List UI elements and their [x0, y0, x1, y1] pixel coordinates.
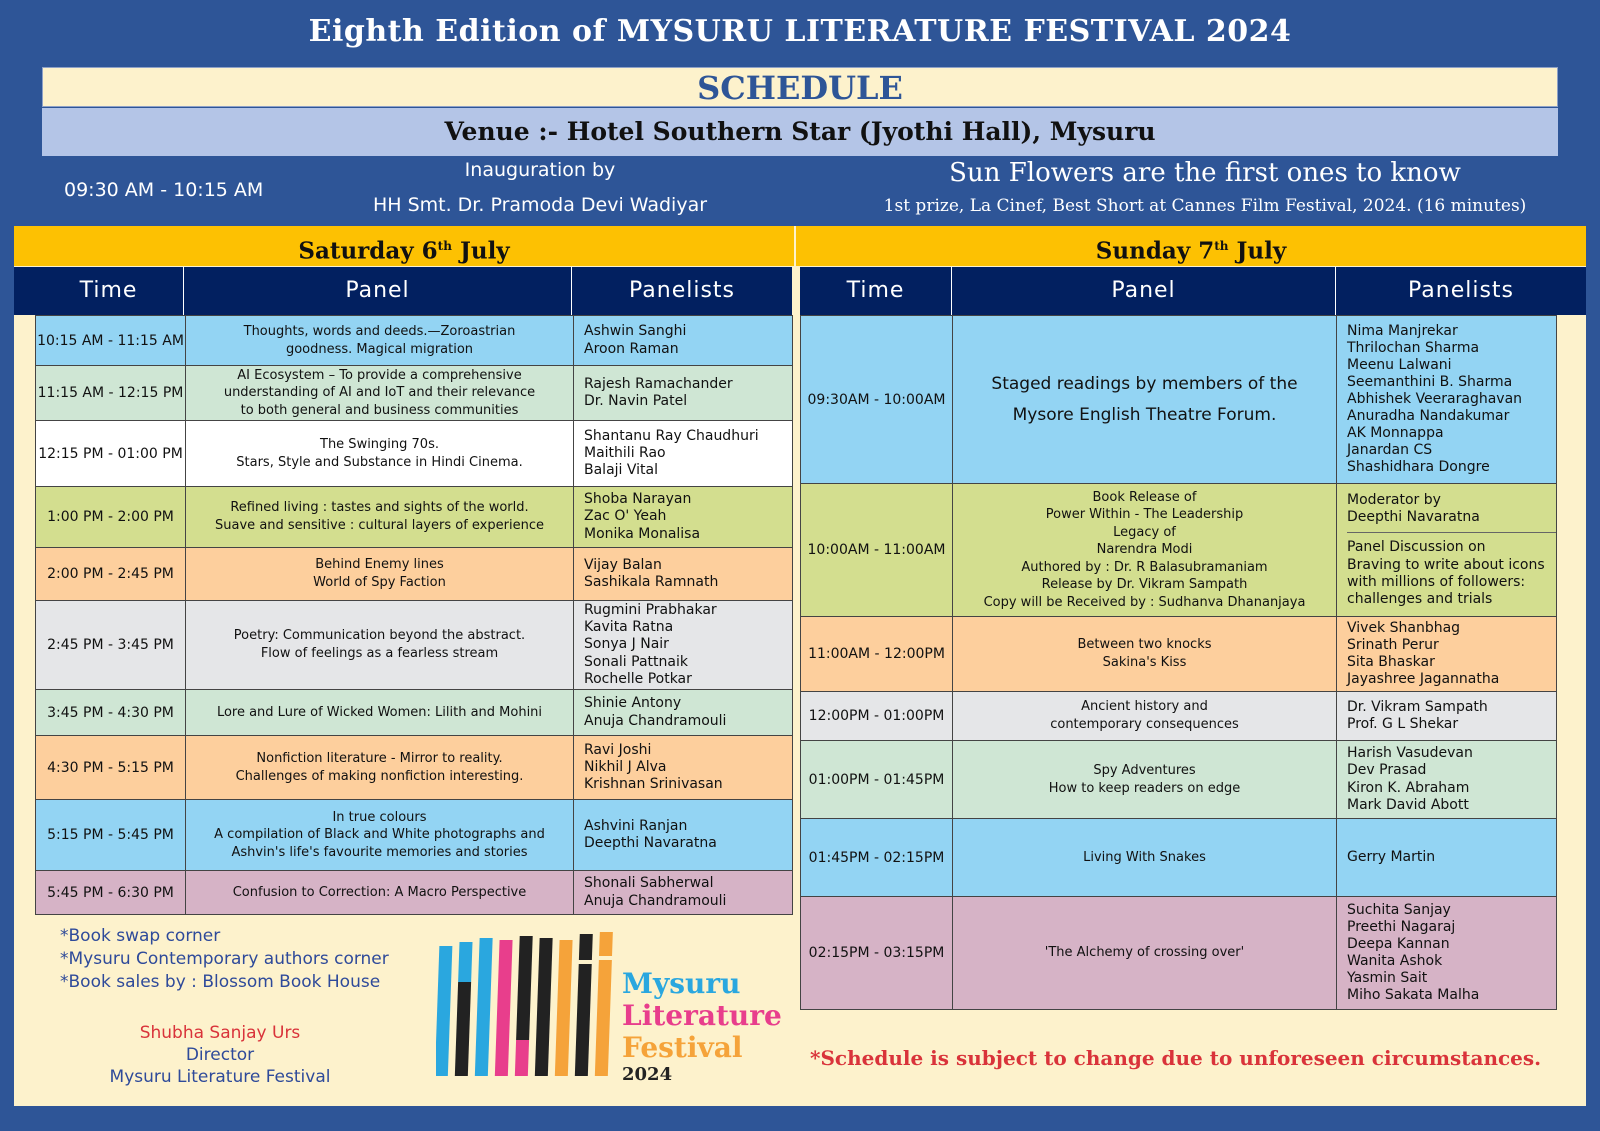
panel-line: How to keep readers on edge [1048, 780, 1241, 796]
panelist-name: Shantanu Ray Chaudhuri [584, 427, 759, 444]
session-panelists [574, 316, 793, 366]
panel-line: Poetry: Communication beyond the abstract. [233, 628, 526, 644]
panelist-name: Shoba Narayan [584, 491, 692, 508]
panelist-name: Anuja Chandramouli [584, 712, 727, 729]
note-book-swap: *Book swap corner [60, 926, 221, 946]
panelist-name: AK Monnappa [1347, 425, 1444, 442]
session-time: 5:45 PM - 6:30 PM [36, 871, 186, 915]
panel-line: contemporary consequences [1050, 717, 1239, 732]
panelist-name: Wanita Ashok [1347, 953, 1443, 969]
panelist-name: Shonali Sabherwal [584, 875, 714, 892]
panel-line: goodness. Magical migration [285, 341, 474, 357]
panel-line: Behind Enemy lines [315, 557, 444, 573]
session-panelists [1337, 741, 1557, 819]
panelist-name: Zac O' Yeah [584, 508, 667, 525]
session-panelists [574, 601, 793, 690]
saturday-session-row [36, 690, 793, 736]
session-panelists [574, 487, 793, 548]
sunday-label: Sunday 7 [1095, 237, 1215, 265]
panelist-name: Aroon Raman [584, 340, 679, 357]
sunday-panelists-header: Panelists [1407, 278, 1514, 303]
panel-line: understanding of AI and IoT and their relevance [223, 385, 536, 401]
panelist-name: Deepa Kannan [1347, 935, 1450, 952]
saturday-panel-header: Panel [184, 267, 572, 315]
panelist-name: Sashikala Ramnath [584, 574, 719, 590]
session-panelists [574, 548, 793, 601]
sunday-panel-header: Panel [952, 267, 1336, 315]
panel-line: Narendra Modi [1096, 542, 1193, 558]
logo-line-3: Festival [622, 1031, 743, 1064]
panelist-name: Preethi Nagaraj [1347, 918, 1456, 935]
panel-line: Between two knocks [1077, 637, 1212, 653]
panel-line: Flow of feelings as a fearless stream [260, 646, 499, 661]
panel-line: Copy will be Received by : Sudhanva Dhananjaya [983, 594, 1306, 610]
saturday-session-row [36, 316, 793, 366]
panelist-name: Maithili Rao [584, 444, 666, 461]
logo-year: 2024 [622, 1064, 673, 1085]
director-name: Shubha Sanjay Urs [139, 1023, 301, 1043]
session-time: 4:30 PM - 5:15 PM [36, 736, 186, 800]
panel-line: Lore and Lure of Wicked Women: Lilith and Mohini [216, 704, 543, 720]
panel-line: 'The Alchemy of crossing over' [1044, 945, 1245, 961]
panelist-name: Rajesh Ramachander [584, 375, 733, 392]
panelist-name: Shinie Antony [584, 695, 682, 712]
panel-line: In true colours [332, 809, 427, 825]
session-panel [186, 548, 574, 601]
session-panelists [1337, 484, 1557, 617]
panelist-name: Anuradha Nandakumar [1347, 408, 1510, 425]
panel-discussion-line: Braving to write about icons [1347, 556, 1545, 573]
saturday-session-row [36, 366, 793, 421]
sunday-session-row [801, 741, 1557, 819]
sunday-month: July [1228, 237, 1287, 265]
session-panelists [574, 421, 793, 487]
session-panel [186, 601, 574, 690]
session-panelists [1337, 819, 1557, 897]
sunday-heading [796, 226, 1586, 266]
session-panel [953, 484, 1337, 617]
session-time: 01:00PM - 01:45PM [801, 741, 953, 819]
panelist-name: Kavita Ratna [584, 619, 674, 636]
panelist-name: Shashidhara Dongre [1347, 459, 1490, 476]
panel-line: Spy Adventures [1093, 762, 1196, 778]
schedule-heading: SCHEDULE [42, 67, 1558, 107]
sunday-session-row [801, 897, 1557, 1010]
director-org: Mysuru Literature Festival [109, 1067, 331, 1087]
venue-banner: Venue :- Hotel Southern Star (Jyothi Hall), Mysuru [42, 108, 1558, 156]
session-panelists [574, 366, 793, 421]
session-time: 2:00 PM - 2:45 PM [36, 548, 186, 601]
saturday-column-header [14, 267, 792, 315]
panel-discussion-line: with millions of followers: [1347, 573, 1526, 590]
panel-line: Nonfiction literature - Mirror to reality. [256, 750, 503, 766]
panelist-name: Suchita Sanjay [1347, 901, 1451, 918]
panel-line: Ancient history and [1081, 699, 1208, 715]
logo-line-1: Mysuru [622, 967, 741, 1000]
panel-line: Legacy of [1113, 524, 1176, 540]
panelist-name: Srinath Perur [1347, 636, 1439, 653]
panelist-name: Balaji Vital [584, 462, 658, 479]
film-subtitle: 1st prize, La Cinef, Best Short at Cannes Film Festival, 2024. (16 minutes) [883, 196, 1527, 216]
session-time: 01:45PM - 02:15PM [801, 819, 953, 897]
session-time: 10:00AM - 11:00AM [801, 484, 953, 617]
session-panel [186, 487, 574, 548]
logo-line-2: Literature [622, 999, 782, 1032]
panelist-name: Sonali Pattnaik [584, 653, 688, 670]
panel-line: Stars, Style and Substance in Hindi Cinema. [236, 454, 523, 470]
panelist-name: Abhishek Veeraraghavan [1347, 390, 1523, 407]
panelist-name: Deepthi Navaratna [1347, 509, 1480, 526]
session-panel [186, 421, 574, 487]
director-signature [60, 1022, 380, 1088]
panel-line: Authored by : Dr. R Balasubramaniam [1021, 559, 1268, 575]
panelist-name: Ashvini Ranjan [584, 817, 688, 834]
saturday-heading [14, 226, 794, 266]
panelist-name: Deepthi Navaratna [584, 835, 717, 851]
panelist-name: Moderator by [1347, 492, 1441, 509]
panel-line: World of Spy Faction [313, 575, 446, 590]
sunday-session-row [801, 316, 1557, 484]
sunday-suffix: th [1214, 239, 1229, 253]
sunday-session-row [801, 617, 1557, 692]
inauguration-label: Inauguration by [464, 159, 616, 181]
session-panelists [574, 736, 793, 800]
panel-line: Sakina's Kiss [1102, 655, 1187, 670]
sunday-schedule-table [800, 315, 1557, 1010]
session-time: 3:45 PM - 4:30 PM [36, 690, 186, 736]
saturday-session-row [36, 601, 793, 690]
inauguration-guest: HH Smt. Dr. Pramoda Devi Wadiyar [372, 194, 708, 216]
sunday-column-header [800, 267, 1586, 315]
panel-line: Power Within - The Leadership [1045, 507, 1244, 523]
session-time: 11:00AM - 12:00PM [801, 617, 953, 692]
panelist-name: Ravi Joshi [584, 741, 652, 758]
panel-line: Ashvin's life's favourite memories and stories [231, 844, 528, 860]
schedule-disclaimer: *Schedule is subject to change due to unforeseen circumstances. [810, 1046, 1542, 1070]
session-panel [953, 819, 1337, 897]
panel-line: Challenges of making nonfiction interesting. [235, 768, 524, 784]
session-time: 11:15 AM - 12:15 PM [36, 366, 186, 421]
session-panel [186, 690, 574, 736]
panelist-name: Kiron K. Abraham [1347, 779, 1470, 796]
panelist-name: Harish Vasudevan [1347, 745, 1473, 762]
session-panelists [1337, 897, 1557, 1010]
panel-line: Thoughts, words and deeds.—Zoroastrian [243, 323, 516, 339]
session-panel [953, 316, 1337, 484]
saturday-session-row [36, 487, 793, 548]
panelist-name: Ashwin Sanghi [584, 323, 687, 340]
session-panel [186, 800, 574, 871]
film-title: Sun Flowers are the first ones to know [949, 158, 1461, 188]
session-panelists [1337, 692, 1557, 741]
session-panel [953, 897, 1337, 1010]
panelist-name: Jayashree Jagannatha [1347, 671, 1500, 688]
session-time: 02:15PM - 03:15PM [801, 897, 953, 1010]
panelist-name: Monika Monalisa [584, 525, 701, 542]
director-title: Director [185, 1045, 255, 1065]
panel-line: The Swinging 70s. [320, 436, 439, 452]
session-panelists [1337, 316, 1557, 484]
panelist-name: Vijay Balan [584, 556, 662, 573]
panel-line: Book Release of [1092, 489, 1197, 505]
panel-line: Release by Dr. Vikram Sampath [1041, 577, 1248, 593]
session-panel [953, 692, 1337, 741]
saturday-session-row [36, 736, 793, 800]
panelist-name: Seemanthini B. Sharma [1347, 373, 1513, 390]
panel-line: AI Ecosystem – To provide a comprehensive [237, 367, 522, 383]
saturday-session-row [36, 548, 793, 601]
festival-logo-text [622, 968, 782, 1086]
session-panelists [574, 800, 793, 871]
panel-line: Suave and sensitive : cultural layers of experience [215, 518, 544, 533]
inauguration-time: 09:30 AM - 10:15 AM [64, 179, 264, 201]
panel-line: A compilation of Black and White photographs and [214, 827, 545, 843]
panelist-name: Sonya J Nair [584, 636, 669, 653]
saturday-label: Saturday 6 [298, 237, 438, 265]
panelist-name: Gerry Martin [1347, 848, 1436, 865]
panelist-name: Rugmini Prabhakar [584, 602, 717, 619]
note-authors-corner: *Mysuru Contemporary authors corner [60, 949, 389, 969]
session-time: 2:45 PM - 3:45 PM [36, 601, 186, 690]
session-time: 1:00 PM - 2:00 PM [36, 487, 186, 548]
saturday-session-row [36, 800, 793, 871]
saturday-session-row [36, 421, 793, 487]
panelist-name: Miho Sakata Malha [1347, 987, 1480, 1004]
session-panelists [1337, 617, 1557, 692]
panelists-divider [1347, 532, 1556, 533]
session-panel [186, 871, 574, 915]
panelist-name: Dr. Vikram Sampath [1347, 698, 1488, 715]
panelist-name: Yasmin Sait [1347, 970, 1428, 987]
session-panel [953, 741, 1337, 819]
saturday-month: July [451, 237, 510, 265]
session-time: 12:00PM - 01:00PM [801, 692, 953, 741]
panelist-name: Nima Manjrekar [1347, 322, 1458, 339]
panel-line: Mysore English Theatre Forum. [1012, 404, 1277, 425]
panelist-name: Krishnan Srinivasan [584, 776, 723, 793]
session-panel [186, 736, 574, 800]
panelist-name: Anuja Chandramouli [584, 892, 727, 909]
panel-line: to both general and business communities [240, 402, 519, 418]
session-time: 12:15 PM - 01:00 PM [36, 421, 186, 487]
session-panelists [574, 690, 793, 736]
panelist-name: Vivek Shanbhag [1347, 619, 1461, 636]
panel-line: Confusion to Correction: A Macro Perspective [232, 884, 527, 900]
panel-line: Refined living : tastes and sights of the world. [230, 500, 529, 516]
session-panelists [574, 871, 793, 915]
festival-notes [60, 925, 389, 994]
panelist-name: Meenu Lalwani [1347, 356, 1452, 373]
sunday-session-row [801, 819, 1557, 897]
saturday-panelists-header: Panelists [628, 278, 735, 303]
saturday-session-row [36, 871, 793, 915]
panelist-name: Prof. G L Shekar [1347, 716, 1459, 732]
panelist-name: Janardan CS [1347, 442, 1433, 459]
sunday-session-row [801, 692, 1557, 741]
sunday-time-header: Time [800, 267, 952, 315]
session-panel [186, 316, 574, 366]
saturday-time-header: Time [34, 267, 184, 315]
panelist-name: Mark David Abott [1347, 796, 1469, 813]
panel-line: Living With Snakes [1083, 849, 1206, 865]
saturday-suffix: th [437, 239, 452, 253]
panelist-name: Thrilochan Sharma [1347, 339, 1480, 356]
session-time: 09:30AM - 10:00AM [801, 316, 953, 484]
panel-discussion-line: challenges and trials [1347, 590, 1493, 607]
sunday-session-row [801, 484, 1557, 617]
note-book-sales: *Book sales by : Blossom Book House [60, 972, 381, 992]
session-time: 5:15 PM - 5:45 PM [36, 800, 186, 871]
panel-line: Staged readings by members of the [991, 373, 1298, 394]
festival-title: Eighth Edition of MYSURU LITERATURE FESTIVAL 2024 [308, 14, 1292, 49]
session-panel [186, 366, 574, 421]
saturday-schedule-table [35, 315, 793, 915]
panelist-name: Rochelle Potkar [584, 670, 692, 687]
session-time: 10:15 AM - 11:15 AM [36, 316, 186, 366]
session-panel [953, 617, 1337, 692]
panelist-name: Dr. Navin Patel [584, 393, 688, 409]
panelist-name: Sita Bhaskar [1347, 654, 1435, 670]
panelist-name: Dev Prasad [1347, 762, 1427, 779]
panelist-name: Nikhil J Alva [584, 758, 667, 775]
panel-discussion-line: Panel Discussion on [1347, 539, 1486, 556]
